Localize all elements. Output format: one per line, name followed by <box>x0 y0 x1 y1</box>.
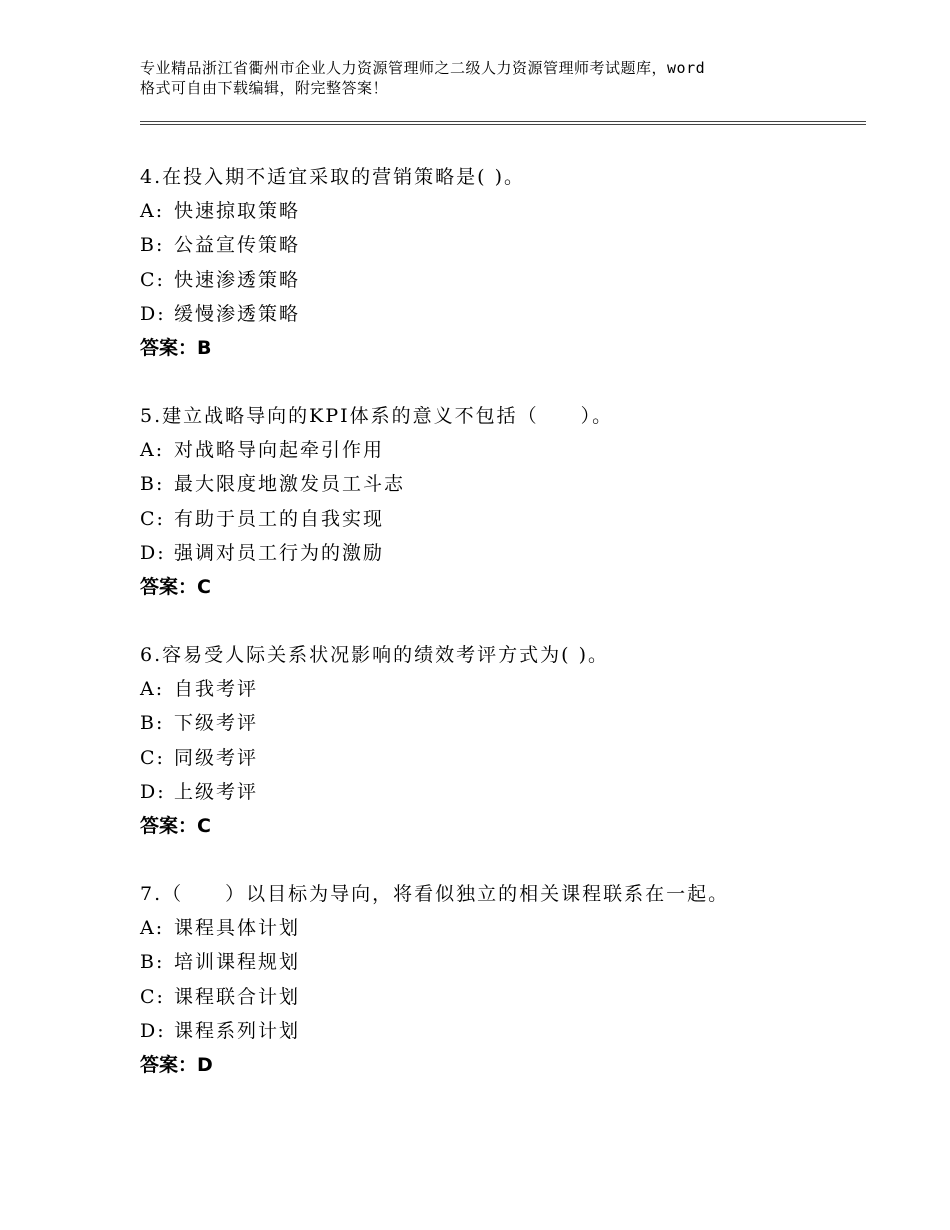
question-block <box>140 160 860 365</box>
option-text: 课程联合计划 <box>174 985 301 1008</box>
option-label: A: <box>140 200 165 223</box>
answer-value: D <box>197 1054 213 1077</box>
option-text: 快速渗透策略 <box>174 268 301 291</box>
option-text: 课程系列计划 <box>174 1019 301 1042</box>
option-c <box>140 741 860 775</box>
option-d <box>140 297 860 331</box>
answer-value: B <box>197 337 212 360</box>
option-label: A: <box>140 917 165 940</box>
option-label: D: <box>140 780 166 803</box>
option-label: C: <box>140 268 165 291</box>
option-b <box>140 945 860 979</box>
option-label: B: <box>140 234 165 257</box>
answer-label: 答案： <box>140 815 198 838</box>
option-a <box>140 672 860 706</box>
option-label: B: <box>140 712 165 735</box>
answer-value: C <box>197 576 211 599</box>
option-text: 对战略导向起牵引作用 <box>174 439 385 462</box>
option-text: 自我考评 <box>174 678 259 701</box>
question-block <box>140 638 860 843</box>
answer-label: 答案： <box>140 1054 198 1077</box>
answer-label: 答案： <box>140 576 198 599</box>
option-d <box>140 536 860 570</box>
answer-line <box>140 331 860 365</box>
header-divider-bottom <box>140 124 866 125</box>
option-text: 公益宣传策略 <box>174 234 301 257</box>
option-d <box>140 775 860 809</box>
option-b <box>140 228 860 262</box>
option-label: C: <box>140 985 165 1008</box>
option-label: C: <box>140 746 165 769</box>
option-text: 下级考评 <box>174 712 259 735</box>
option-label: B: <box>140 951 165 974</box>
option-c <box>140 502 860 536</box>
option-c <box>140 263 860 297</box>
option-d <box>140 1014 860 1048</box>
question-block <box>140 877 860 1082</box>
question-stem: 4.在投入期不适宜采取的营销策略是( )。 <box>140 166 525 188</box>
option-a <box>140 194 860 228</box>
answer-line <box>140 1048 860 1082</box>
option-text: 有助于员工的自我实现 <box>174 507 385 530</box>
document-header <box>140 58 840 98</box>
header-divider-top <box>140 121 866 122</box>
option-label: D: <box>140 302 166 325</box>
option-label: A: <box>140 439 165 462</box>
option-text: 培训课程规划 <box>174 951 301 974</box>
option-text: 课程具体计划 <box>174 917 301 940</box>
question-stem: 6.容易受人际关系状况影响的绩效考评方式为( )。 <box>140 644 609 666</box>
option-c <box>140 980 860 1014</box>
answer-line <box>140 809 860 843</box>
option-b <box>140 706 860 740</box>
option-text: 强调对员工行为的激励 <box>174 541 385 564</box>
question-block <box>140 399 860 604</box>
answer-line <box>140 570 860 604</box>
question-stem: 7.（ ）以目标为导向，将看似独立的相关课程联系在一起。 <box>140 883 730 905</box>
question-stem: 5.建立战略导向的KPI体系的意义不包括（ ）。 <box>140 405 614 427</box>
option-a <box>140 911 860 945</box>
option-text: 上级考评 <box>174 780 259 803</box>
option-label: A: <box>140 678 165 701</box>
header-line-2: 格式可自由下载编辑，附完整答案！ <box>140 79 389 97</box>
header-line-1: 专业精品浙江省衢州市企业人力资源管理师之二级人力资源管理师考试题库，word <box>140 59 706 77</box>
option-label: C: <box>140 507 165 530</box>
option-text: 最大限度地激发员工斗志 <box>174 473 406 496</box>
option-text: 快速掠取策略 <box>174 200 301 223</box>
answer-value: C <box>197 815 211 838</box>
option-b <box>140 467 860 501</box>
option-text: 缓慢渗透策略 <box>174 302 301 325</box>
option-a <box>140 433 860 467</box>
option-label: D: <box>140 541 166 564</box>
answer-label: 答案： <box>140 337 198 360</box>
option-text: 同级考评 <box>174 746 259 769</box>
option-label: D: <box>140 1019 166 1042</box>
option-label: B: <box>140 473 165 496</box>
